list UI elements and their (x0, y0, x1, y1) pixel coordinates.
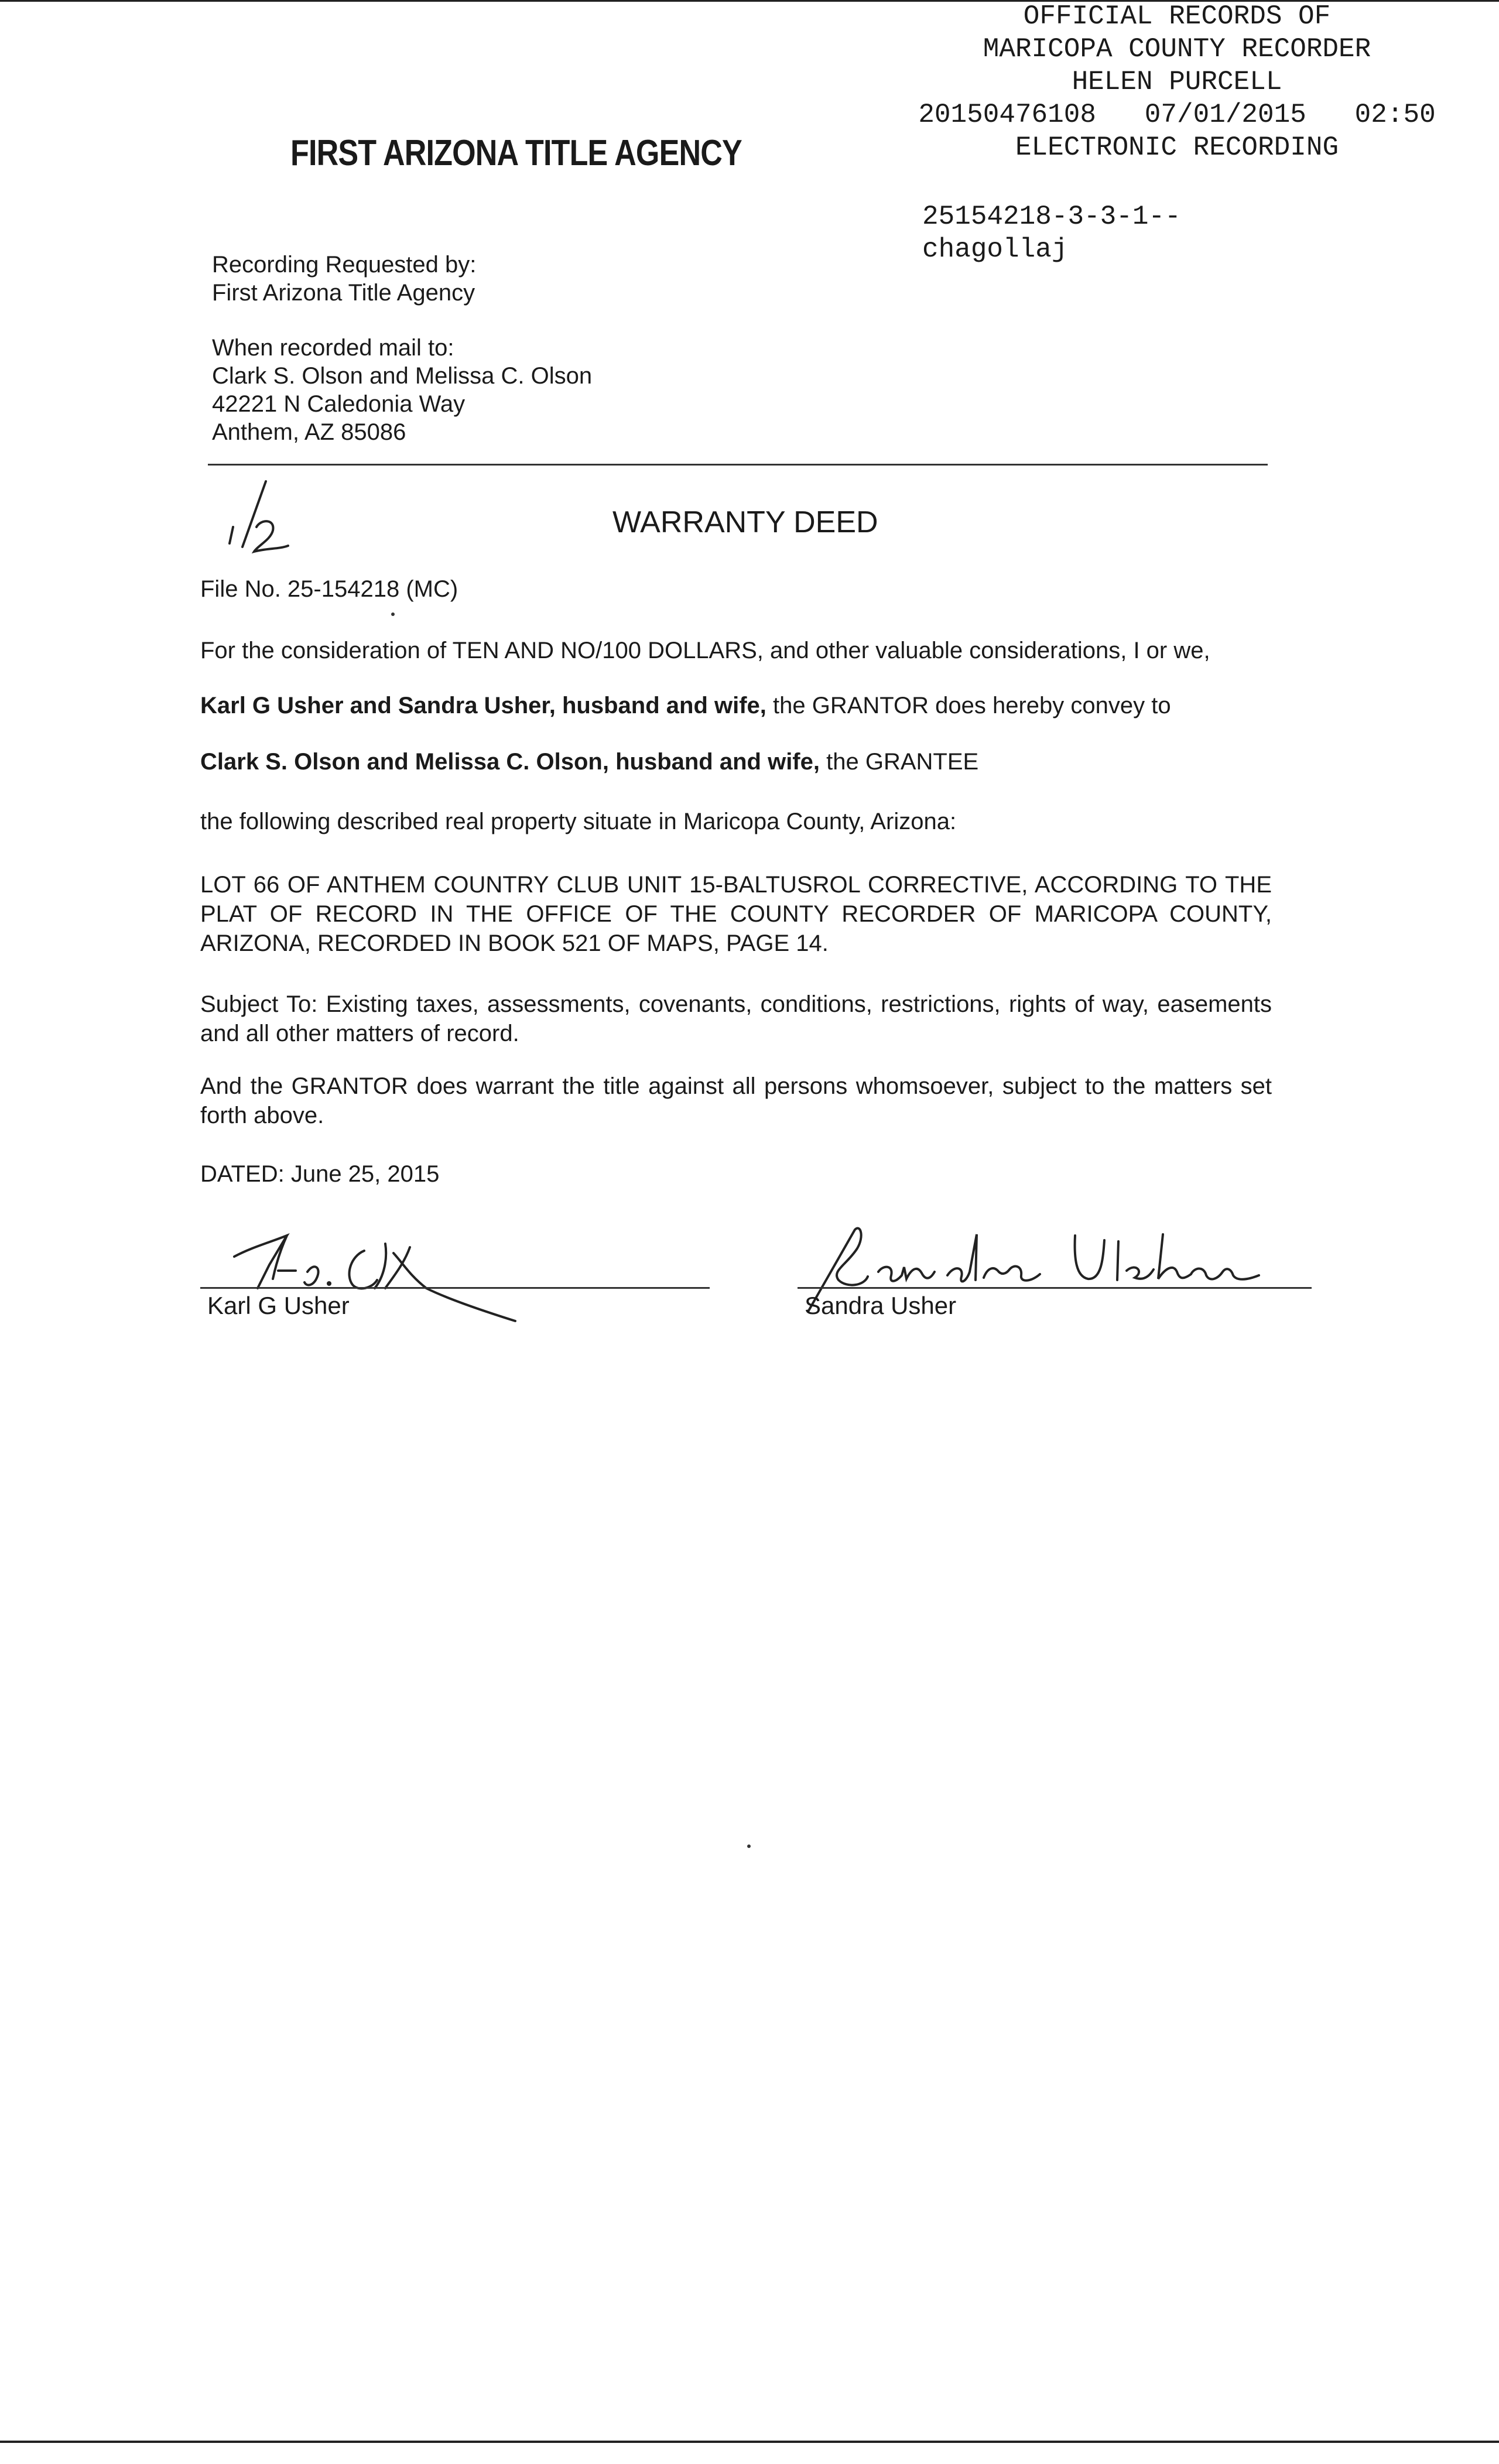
recording-requested-block (212, 251, 476, 307)
document-title: WARRANTY DEED (612, 505, 878, 539)
recording-requested-name: First Arizona Title Agency (212, 280, 475, 306)
recording-stamp (890, 0, 1464, 164)
dated-line: DATED: June 25, 2015 (200, 1161, 440, 1187)
signature-line-1 (200, 1287, 710, 1289)
signer-name-1: Karl G Usher (207, 1292, 350, 1319)
grantee-text: the GRANTEE (820, 749, 979, 775)
stamp-reference-number: 25154218-3-3-1-- (922, 201, 1181, 232)
property-intro: the following described real property situate in Maricopa County, Arizona: (200, 809, 957, 834)
signature-line-2 (798, 1287, 1312, 1289)
grantor-paragraph (200, 691, 1272, 720)
legal-description: LOT 66 OF ANTHEM COUNTRY CLUB UNIT 15-BALTUSROL CORRECTIVE, ACCORDING TO THE PLAT OF RECORD IN THE OFFICE OF THE COUNTY RECORDER OF MARICOPA COUNTY, ARIZONA, RECORDED IN BOOK 521 OF MAPS, PAGE 14. (200, 872, 1272, 956)
stamp-line: ELECTRONIC RECORDING (1015, 132, 1339, 163)
header-divider (208, 464, 1268, 466)
grantee-paragraph (200, 747, 1272, 776)
grantee-names: Clark S. Olson and Melissa C. Olson, husband and wife, (200, 749, 820, 775)
stamp-clerk: chagollaj (922, 234, 1068, 265)
mail-to-street: 42221 N Caledonia Way (212, 391, 466, 417)
agency-heading: FIRST ARIZONA TITLE AGENCY (290, 133, 742, 173)
consideration-paragraph: For the consideration of TEN AND NO/100 DOLLARS, and other valuable considerations, I or we, (200, 638, 1210, 663)
signer-name-2: Sandra Usher (805, 1292, 957, 1319)
stray-mark (747, 1844, 751, 1848)
stamp-line: MARICOPA COUNTY RECORDER (983, 34, 1371, 64)
mail-to-name: Clark S. Olson and Melissa C. Olson (212, 363, 593, 389)
grantor-text: the GRANTOR does hereby convey to (766, 693, 1171, 718)
stamp-line: OFFICIAL RECORDS OF (1023, 1, 1331, 32)
bottom-border (0, 2441, 1499, 2443)
stamp-line: HELEN PURCELL (1072, 67, 1282, 97)
mail-to-city: Anthem, AZ 85086 (212, 419, 406, 445)
stray-mark (391, 612, 395, 616)
recording-requested-label: Recording Requested by: (212, 252, 477, 278)
grantor-names: Karl G Usher and Sandra Usher, husband and wife, (200, 693, 766, 718)
handwritten-page-fraction (220, 473, 302, 564)
subject-to-paragraph: Subject To: Existing taxes, assessments, covenants, conditions, restrictions, rights of way, easements and all other matters of record. (200, 991, 1272, 1046)
mail-to-block (212, 334, 592, 446)
warranty-paragraph: And the GRANTOR does warrant the title against all persons whomsoever, subject to the matters set forth above. (200, 1073, 1272, 1128)
mail-to-label: When recorded mail to: (212, 335, 454, 361)
recording-stamp-reference (922, 200, 1181, 266)
stamp-recording-number: 20150476108 07/01/2015 02:50 (918, 100, 1436, 130)
file-number: File No. 25-154218 (MC) (200, 576, 458, 602)
